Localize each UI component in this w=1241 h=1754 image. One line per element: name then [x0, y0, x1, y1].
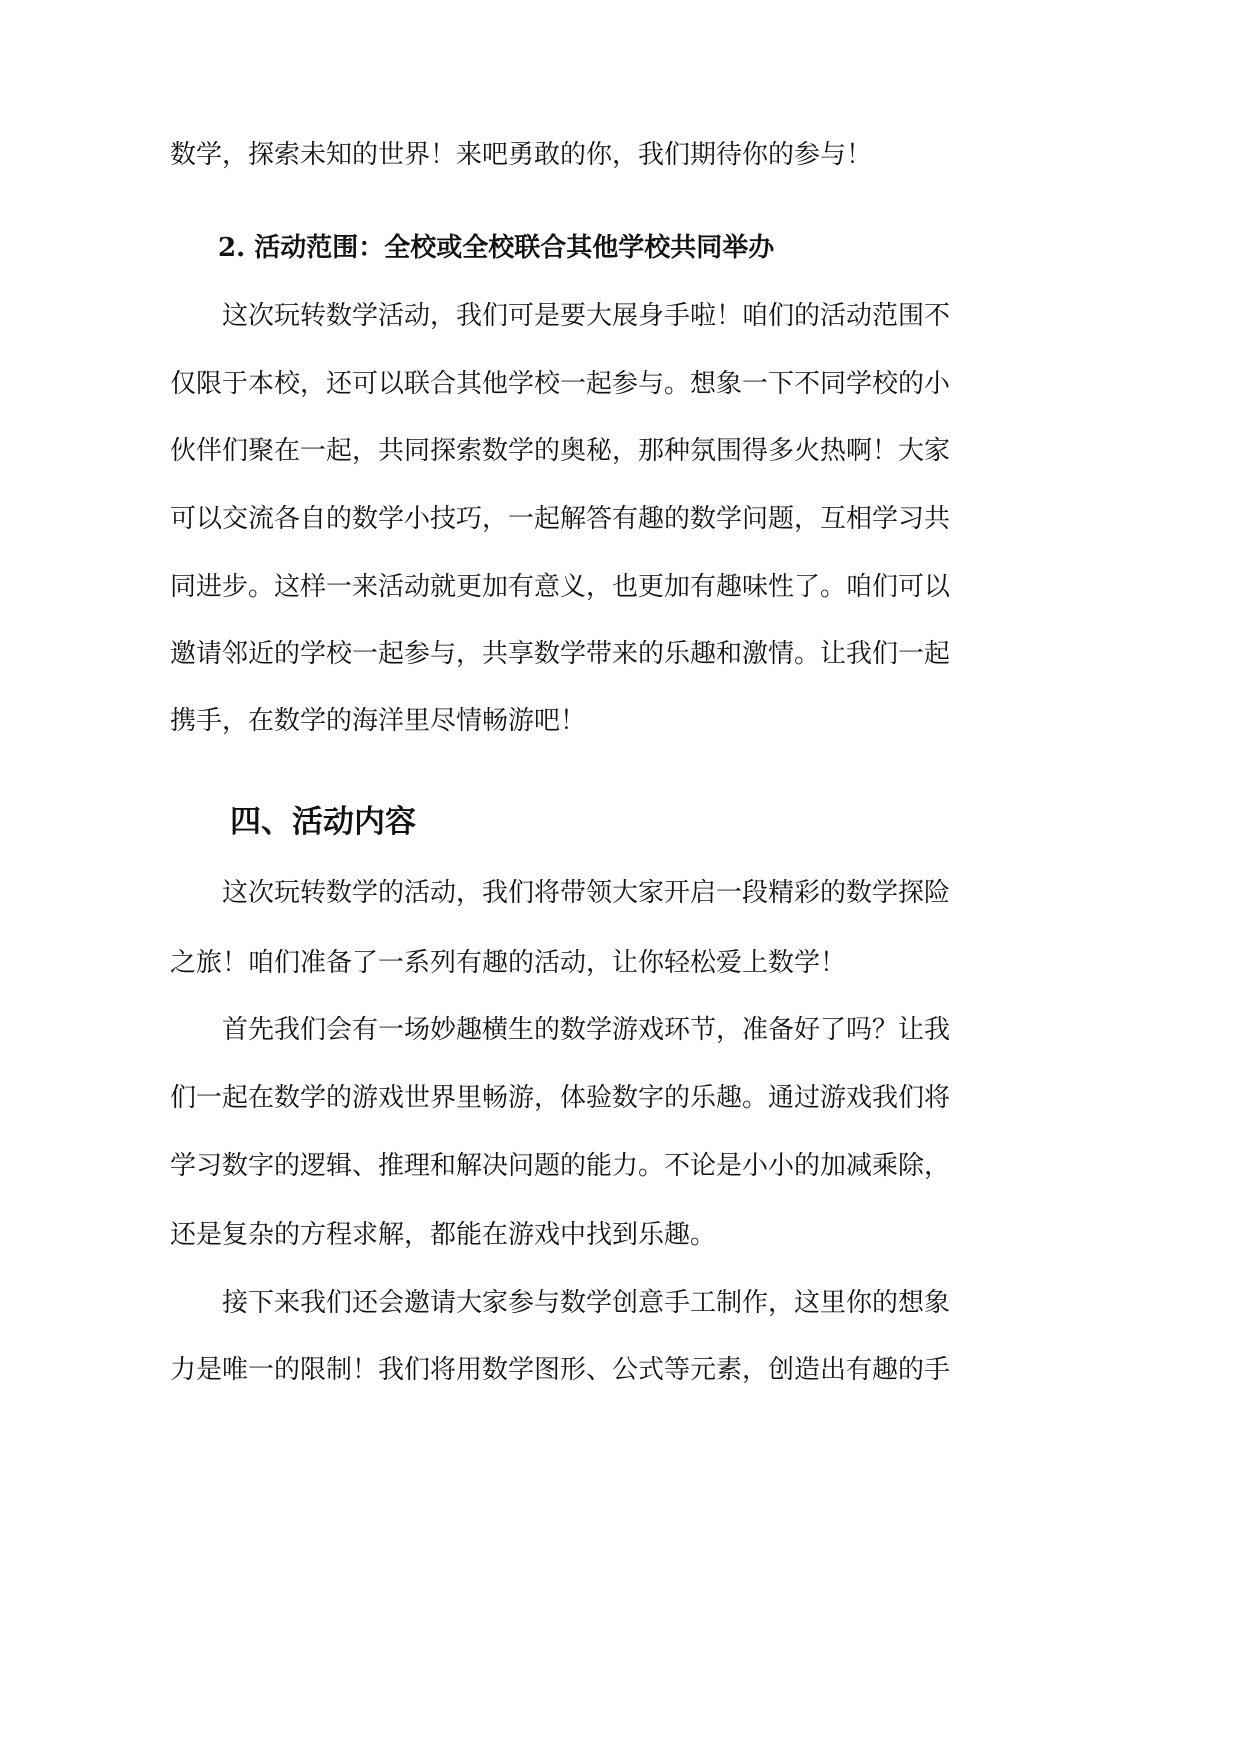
paragraph-line: 接下来我们还会邀请大家参与数学创意手工制作，这里你的想象	[222, 1288, 951, 1318]
paragraph-line: 邀请邻近的学校一起参与，共享数学带来的乐趣和激情。让我们一起	[170, 639, 951, 669]
paragraph-line: 可以交流各自的数学小技巧，一起解答有趣的数学问题，互相学习共	[170, 504, 951, 534]
paragraph-line: 仅限于本校，还可以联合其他学校一起参与。想象一下不同学校的小	[170, 369, 951, 399]
section-heading-content: 四、活动内容	[230, 804, 416, 840]
section-heading-scope: 2. 活动范围：全校或全校联合其他学校共同举办	[218, 233, 775, 263]
paragraph-line: 还是复杂的方程求解，都能在游戏中找到乐趣。	[170, 1220, 717, 1250]
paragraph-line: 学习数字的逻辑、推理和解决问题的能力。不论是小小的加减乘除，	[170, 1151, 951, 1181]
paragraph-line: 力是唯一的限制！我们将用数学图形、公式等元素，创造出有趣的手	[170, 1355, 951, 1385]
paragraph-line: 这次玩转数学活动，我们可是要大展身手啦！咱们的活动范围不	[222, 301, 951, 331]
paragraph-line: 数学，探索未知的世界！来吧勇敢的你，我们期待你的参与！	[170, 140, 873, 170]
paragraph-line: 同进步。这样一来活动就更加有意义，也更加有趣味性了。咱们可以	[170, 572, 951, 602]
paragraph-line: 伙伴们聚在一起，共同探索数学的奥秘，那种氛围得多火热啊！大家	[170, 436, 951, 466]
paragraph-line: 们一起在数学的游戏世界里畅游，体验数字的乐趣。通过游戏我们将	[170, 1083, 951, 1113]
paragraph-line: 这次玩转数学的活动，我们将带领大家开启一段精彩的数学探险	[222, 878, 951, 908]
paragraph-line: 之旅！咱们准备了一系列有趣的活动，让你轻松爱上数学！	[170, 948, 847, 978]
paragraph-line: 携手，在数学的海洋里尽情畅游吧！	[170, 706, 587, 736]
paragraph-line: 首先我们会有一场妙趣横生的数学游戏环节，准备好了吗？让我	[222, 1015, 951, 1045]
